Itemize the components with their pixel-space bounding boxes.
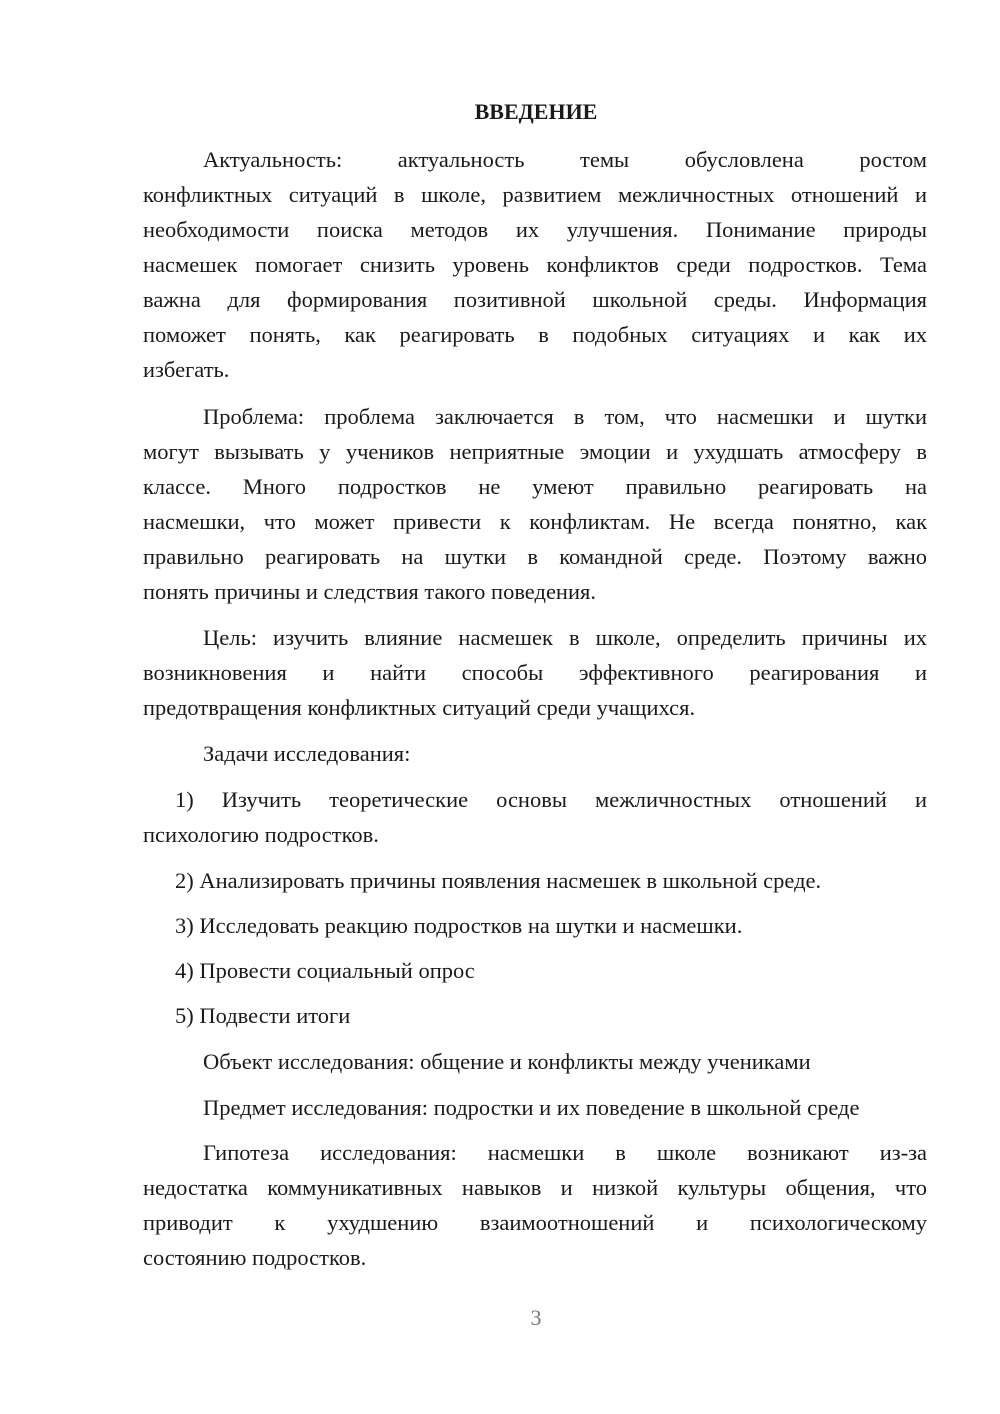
text-line: Предмет исследования: подростки и их поведение в школьной среде [203, 1095, 860, 1120]
text-line: 4) Провести социальный опрос [175, 958, 475, 983]
text-line: возникновения и найти способы эффективного реагирования и [143, 660, 927, 685]
text-line: поможет понять, как реагировать в подобных ситуациях и как их [143, 322, 927, 347]
paragraph-relevance [143, 142, 927, 387]
text-line: 3) Исследовать реакцию подростков на шутки и насмешки. [175, 913, 743, 938]
text-line: Проблема: проблема заключается в том, что насмешки и шутки [203, 404, 927, 429]
paragraph-goal [143, 620, 927, 725]
text-line: важна для формирования позитивной школьной среды. Информация [143, 287, 927, 312]
text-line: понять причины и следствия такого поведения. [143, 579, 596, 604]
text-line: 5) Подвести итоги [175, 1003, 351, 1028]
page-title: ВВЕДЕНИЕ [474, 99, 598, 124]
text-line: 2) Анализировать причины появления насмешек в школьной среде. [175, 868, 822, 893]
task-item-4 [143, 953, 927, 988]
page-number: 3 [530, 1305, 542, 1330]
task-item-5 [143, 998, 927, 1033]
text-line: правильно реагировать на шутки в командной среде. Поэтому важно [143, 544, 927, 569]
text-line: Объект исследования: общение и конфликты между учениками [203, 1049, 811, 1074]
text-line: классе. Много подростков не умеют правильно реагировать на [143, 474, 927, 499]
text-line: необходимости поиска методов их улучшения. Понимание природы [143, 217, 927, 242]
paragraph-problem [143, 399, 927, 609]
text-line: насмешки, что может привести к конфликтам. Не всегда понятно, как [143, 509, 927, 534]
tasks-title [143, 736, 927, 771]
text-line: насмешек помогает снизить уровень конфликтов среди подростков. Тема [143, 252, 927, 277]
text-line: недостатка коммуникативных навыков и низкой культуры общения, что [143, 1175, 927, 1200]
text-line: предотвращения конфликтных ситуаций среди учащихся. [143, 695, 696, 720]
paragraph-hypothesis [143, 1135, 927, 1275]
text-line: 1) Изучить теоретические основы межличностных отношений и [175, 787, 927, 812]
paragraph-object [143, 1044, 927, 1079]
text-line: психологию подростков. [143, 822, 379, 847]
task-item-2 [143, 863, 927, 898]
text-line: Актуальность: актуальность темы обусловлена ростом [203, 147, 927, 172]
text-line: Задачи исследования: [203, 741, 411, 766]
text-line: приводит к ухудшению взаимоотношений и психологическому [143, 1210, 927, 1235]
text-line: состоянию подростков. [143, 1245, 367, 1270]
text-line: могут вызывать у учеников неприятные эмоции и ухудшать атмосферу в [143, 439, 927, 464]
text-line: Цель: изучить влияние насмешек в школе, определить причины их [203, 625, 927, 650]
text-line: Гипотеза исследования: насмешки в школе возникают из-за [203, 1140, 927, 1165]
task-item-1 [143, 782, 927, 852]
text-line: избегать. [143, 357, 230, 382]
task-item-3 [143, 908, 927, 943]
paragraph-subject [143, 1090, 927, 1125]
text-line: конфликтных ситуаций в школе, развитием межличностных отношений и [143, 182, 927, 207]
